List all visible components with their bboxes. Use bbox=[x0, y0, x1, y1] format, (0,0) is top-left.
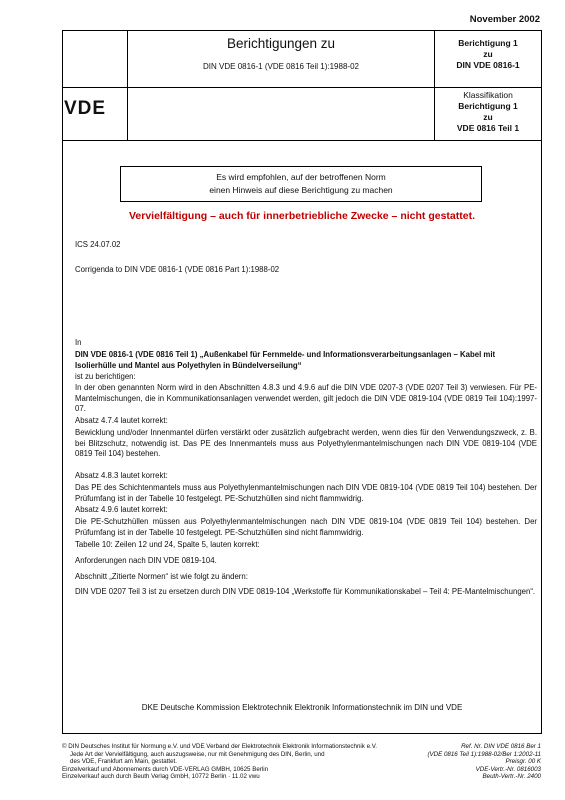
footer-line: Jede Art der Vervielfältigung, auch auszugsweise, nur mit Genehmigung des DIN, Berlin, und bbox=[70, 750, 325, 758]
standard-title: DIN VDE 0816-1 (VDE 0816 Teil 1) „Außenkabel für Fernmelde- und Informationsverarbeitungsanlagen – Kabel mit Isolierhülle und Mantel aus Polyethylen in Bündelverseilung“ bbox=[75, 350, 496, 370]
dke-line: DKE Deutsche Kommission Elektrotechnik Elektronik Informationstechnik im DIN und VDE bbox=[141, 703, 463, 712]
footer-ref-line: Ref. Nr. DIN VDE 0816 Ber 1 bbox=[461, 743, 541, 750]
recommendation-line: Es wird empfohlen, auf der betroffenen Norm bbox=[216, 172, 386, 182]
recommendation-box bbox=[120, 166, 482, 202]
footer-copyright bbox=[62, 743, 402, 781]
corrigendum-line: Berichtigung 1 bbox=[458, 38, 518, 48]
section-paragraph: Anforderungen nach DIN VDE 0819-104. bbox=[75, 556, 217, 565]
footer-ref-line: (VDE 0816 Teil 1):1988-02/Ber 1:2002-11 bbox=[427, 750, 541, 758]
vde-logo-text: VDE bbox=[64, 98, 107, 119]
footer-reference bbox=[391, 743, 541, 781]
classification-line: Berichtigung 1 bbox=[458, 101, 518, 111]
corrigendum-line: zu bbox=[483, 49, 493, 59]
section-heading: Absatz 4.7.4 lautet korrekt: bbox=[75, 416, 168, 425]
section-heading: Absatz 4.8.3 lautet korrekt: bbox=[75, 471, 168, 480]
section-paragraph: Die PE-Schutzhüllen müssen aus Polyethylenmantelmischungen nach DIN VDE 0819-104 (VDE 0819 Teil 104) bestehen. Der Prüfumfang ist in der Tabelle 10 festgelegt. PE-Schutzhüllen sind nicht flammwidrig. bbox=[75, 517, 537, 537]
copy-warning: Vervielfältigung – auch für innerbetriebliche Zwecke – nicht gestattet. bbox=[128, 210, 475, 222]
section-heading: Absatz 4.9.6 lautet korrekt: bbox=[75, 505, 168, 514]
corrigendum-line: DIN VDE 0816-1 bbox=[456, 60, 520, 70]
classification-line: zu bbox=[483, 112, 493, 122]
corrigenda-title: Corrigenda to DIN VDE 0816-1 (VDE 0816 Part 1):1988-02 bbox=[75, 265, 280, 274]
intro-paragraph: In der oben genannten Norm wird in den Abschnitten 4.8.3 und 4.9.6 auf die DIN VDE 0207-3 (VDE 0207 Teil 3) verwiesen. Für PE-Mantelmischungen, die in Kommunikationsanlagen verwendet werden, gilt jedoch die DIN VDE 0819-104 (VDE 0819 Teil 104):1997-07. bbox=[75, 383, 537, 413]
section-heading: Abschnitt „Zitierte Normen“ ist wie folgt zu ändern: bbox=[75, 572, 248, 581]
vde-logo bbox=[64, 98, 126, 124]
section-paragraph: DIN VDE 0207 Teil 3 ist zu ersetzen durch DIN VDE 0819-104 „Werkstoffe für Kommunikationskabel – Teil 4: PE-Mantelmischungen“. bbox=[75, 587, 536, 596]
to-correct-label: ist zu berichtigen: bbox=[75, 372, 136, 381]
footer-ref-line: Preisgr. 00 K bbox=[505, 758, 541, 766]
in-label: In bbox=[75, 338, 82, 347]
ics-code: ICS 24.07.02 bbox=[75, 240, 121, 249]
corrigendum-id bbox=[435, 38, 541, 71]
page-subtitle: DIN VDE 0816-1 (VDE 0816 Teil 1):1988-02 bbox=[203, 62, 359, 71]
footer-line: © DIN Deutsches Institut für Normung e.V. und VDE Verband der Elektrotechnik Elektronik Informationstechnik e.V. bbox=[62, 743, 378, 750]
footer-line: des VDE, Frankfurt am Main, gestattet. bbox=[70, 758, 177, 766]
section-paragraph: Bewicklung und/oder Innenmantel dürfen verstärkt oder zusätzlich aufgebracht werden, wenn dies für den Verwendungszweck, z. B. bei Blitzschutz, notwendig ist. Das PE des Innenmantels muss aus Polyethylenmantelmischungen nach DIN VDE 0819-104 (VDE 0819 Teil 104) bestehen. bbox=[75, 428, 537, 458]
section-paragraph: Das PE des Schichtenmantels muss aus Polyethylenmantelmischungen nach DIN VDE 0819-104 (VDE 0819 Teil 104) bestehen. Der Prüfumfang ist in der Tabelle 10 festgelegt. PE-Schutzhüllen sind nicht flammwidrig. bbox=[75, 483, 537, 503]
classification-label: Klassifikation bbox=[463, 90, 513, 100]
footer-ref-line: VDE-Vertr.-Nr. 0816003 bbox=[475, 765, 541, 773]
footer-line: Einzelverkauf und Abonnements durch VDE-VERLAG GMBH, 10625 Berlin bbox=[62, 765, 269, 773]
footer-ref-line: Beuth-Vertr.-Nr. 2400 bbox=[482, 773, 541, 781]
header-divider bbox=[62, 87, 542, 88]
publication-date: November 2002 bbox=[469, 14, 540, 25]
footer-line: Einzelverkauf auch durch Beuth Verlag GmbH, 10772 Berlin · 11.02 vwu bbox=[62, 773, 260, 781]
header-bottom-divider bbox=[62, 140, 542, 141]
classification bbox=[435, 90, 541, 134]
classification-line: VDE 0816 Teil 1 bbox=[456, 123, 520, 133]
section-heading: Tabelle 10: Zeilen 12 und 24, Spalte 5, lauten korrekt: bbox=[75, 540, 260, 549]
page-title: Berichtigungen zu bbox=[226, 36, 336, 51]
recommendation-line: einen Hinweis auf diese Berichtigung zu machen bbox=[209, 185, 393, 195]
